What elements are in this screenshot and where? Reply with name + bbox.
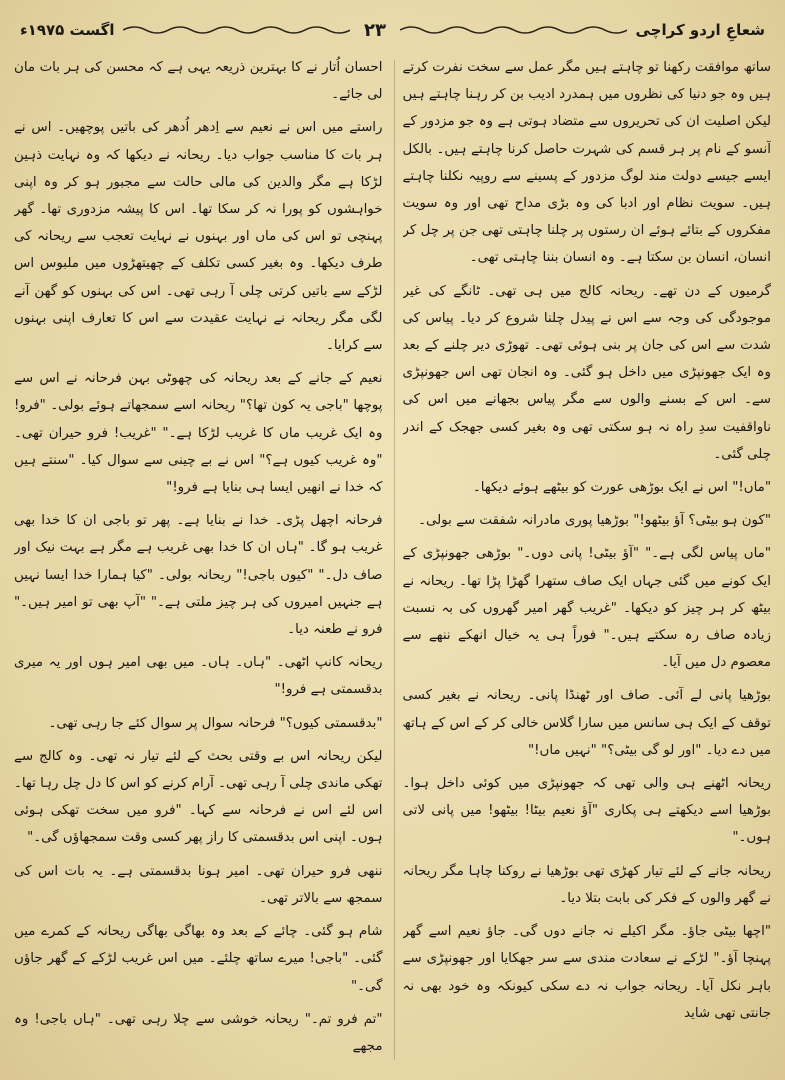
paragraph: شام ہو گئی۔ چائے کے بعد وہ بھاگی بھاگی ریحانہ کے کمرے میں گئی۔ "باجی! میرے ساتھ چلئے۔ میں اس غریب لڑکے کے گھر جاؤں گی۔"	[14, 924, 383, 994]
decorative-wave-right	[400, 23, 627, 37]
paragraph: احسان اُتار نے کا بہترین ذریعہ یہی ہے کہ محسن کی ہر بات مان لی جائے۔	[14, 60, 383, 103]
paragraph: بوڑھیا پانی لے آئی۔ صاف اور ٹھنڈا پانی۔ ریحانہ نے بغیر کسی توقف کے ایک ہی سانس میں سارا گلاس خالی کر کے اس کے ہاتھ میں دے دیا۔ "اور لو گی بیٹی؟" "نہیں ماں!"	[402, 688, 771, 758]
paragraph: ریحانہ جانے کے لئے تیار کھڑی تھی بوڑھیا نے روکنا چاہا مگر ریحانہ نے گھر والوں کے فکر کی بابت بتلا دیا۔	[402, 863, 771, 906]
right-column	[403, 54, 772, 1070]
paragraph: فرحانہ اچھل پڑی۔ خدا نے بنایا ہے۔ پھر تو باجی ان کا خدا بھی غریب ہو گا۔ "ہاں ان کا خدا بھی غریب ہے مگر ہے بہت نیک اور صاف دل۔" "کیوں باجی!" ریحانہ بولی۔ "کیا ہمارا خدا ایسا نہیں ہے جنہیں امیروں کی ہر چیز ملتی ہے۔" "آپ بھی تو امیر ہیں۔" فرو نے طعنہ دیا۔	[14, 513, 383, 638]
header-magazine-title: شعاعِ اردو کراچی	[635, 21, 766, 39]
paragraph: "ماں!" اس نے ایک بوڑھی عورت کو بیٹھے ہوئے دیکھا۔	[472, 480, 771, 496]
header-month: اگست ۱۹۷۵ء	[20, 21, 115, 39]
paragraph: "ماں پیاس لگی ہے۔" "آؤ بیٹی! پانی دوں۔" بوڑھی جھونپڑی کے ایک کونے میں گئی جہاں ایک صاف ستھرا گھڑا پڑا تھا۔ ریحانہ نے بیٹھ کر ہر چیز کو دیکھا۔ "غریب گھر امیر گھروں کی بہ نسبت زیادہ صاف رہ سکتے ہیں۔" فوراً ہی یہ خیال انھکے ننھے سے معصوم دل میں آیا۔	[402, 546, 771, 671]
left-column	[14, 54, 383, 1070]
paragraph: "بدقسمتی کیوں؟" فرحانہ سوال پر سوال کئے جا رہی تھی۔	[48, 715, 383, 731]
paragraph: ننھی فرو حیران تھی۔ امیر ہونا بدقسمتی ہے۔ یہ بات اس کی سمجھ سے بالاتر تھی۔	[14, 863, 383, 906]
paragraph: گرمیوں کے دن تھے۔ ریحانہ کالج میں ہی تھی۔ ٹانگے کی غیر موجودگی کی وجہ سے اس نے پیدل چلنا شروع کر دیا۔ پیاس کی شدت سے اس کی جان پر بنی ہوئی تھی۔ تھوڑی دیر چلنے کے بعد وہ ایک جھونپڑی میں داخل ہو گئی۔ وہ انجان تھی اس جھونپڑی سے۔ اس کے بسنے والوں سے مگر پیاس بجھانے میں اس کی ناواقفیت سدِ راہ نہ ہو سکتی تھی وہ بغیر کسی جھجک کے اندر چلی گئی۔	[402, 283, 771, 462]
paragraph: "اچھا بیٹی جاؤ۔ مگر اکیلے نہ جانے دوں گی۔ جاؤ نعیم اسے گھر پہنچا آؤ۔" لڑکے نے سعادت مندی سے سر جھکایا اور جھونپڑی سے باہر نکل آیا۔ ریحانہ جواب نہ دے سکی کیونکہ وہ خود بھی نہ جانتی تھی شاید	[402, 924, 771, 1021]
paragraph: نعیم کے جانے کے بعد ریحانہ کی چھوٹی بہن فرحانہ نے اس سے پوچھا "باجی یہ کون تھا؟" ریحانہ اسے سمجھاتے ہوئے بولی۔ "فرو! وہ ایک غریب ماں کا غریب لڑکا ہے۔" "غریب! فرو حیران تھی۔ "وہ غریب کیوں ہے؟" اس نے بے چینی سے سوال کیا۔ "سنتے ہیں کہ خدا نے انھیں ایسا ہی بنایا ہے فرو!"	[14, 371, 383, 496]
text-columns	[14, 54, 771, 1070]
decorative-wave-left	[123, 23, 350, 37]
paragraph: "تم فرو تم۔" ریحانہ خوشی سے چلا رہی تھی۔ "ہاں باجی! وہ مجھے	[14, 1011, 383, 1054]
page-header	[20, 10, 765, 50]
paragraph: راستے میں اس نے نعیم سے اِدھر اُدھر کی باتیں پوچھیں۔ اس نے ہر بات کا مناسب جواب دیا۔ ریحانہ نے دیکھا کہ وہ نہایت ذہین لڑکا ہے مگر والدین کی مالی حالت سے مجبور ہو کر وہ اپنی خواہشوں کو پورا نہ کر سکا تھا۔ اس کا پیشہ مزدوری تھا۔ گھر پہنچی تو اس کی ماں اور بہنوں نے نہایت تعجب سے ریحانہ کی طرف دیکھا۔ وہ بغیر کسی تکلف کے چھیتھڑوں میں ملبوس اس لڑکے سے باتیں کرتی چلی آ رہی تھی۔ اس کی بہنوں کو گھن آنے لگی مگر ریحانہ نے نہایت عقیدت سے اس کا تعارف اپنی بہنوں سے کرایا۔	[14, 120, 383, 354]
page-number: ۲۳	[364, 19, 386, 41]
paragraph: لیکن ریحانہ اس بے وقتی بحث کے لئے تیار نہ تھی۔ وہ کالج سے تھکی ماندی چلی آ رہی تھی۔ آرام کرنے کو اس کا دل چل رہا تھا۔ اس لئے اس نے فرحانہ سے کہا۔ "فرو میں سخت تھکی ہوئی ہوں۔ اپنی اس بدقسمتی کا راز پھر کسی وقت سمجھاؤں گی۔"	[14, 748, 383, 846]
paragraph: ریحانہ اٹھنے ہی والی تھی کہ جھونپڑی میں کوئی داخل ہوا۔ بوڑھیا اسے دیکھتے ہی پکاری "آؤ نعیم بیٹا! بیٹھو! میں پانی لاتی ہوں۔"	[402, 776, 771, 846]
paragraph: ریحانہ کانپ اٹھی۔ "ہاں۔ ہاں۔ میں بھی امیر ہوں اور یہ میری بدقسمتی ہے فرو!"	[14, 655, 383, 698]
paragraph: ساتھ موافقت رکھنا تو چاہتے ہیں مگر عمل سے سخت نفرت کرتے ہیں وہ جو دنیا کی نظروں میں ہمدرد ادیب بن کر رہنا چاہتے ہیں لیکن اصلیت ان کی تحریروں سے متضاد ہوتی ہے وہ جو مزدور کے آنسو کے نام پر ہر قسم کی شہرت حاصل کرنا چاہتے ہیں۔ بالکل ایسے جیسے دولت مند لوگ مزدور کے پسینے سے روپیہ نکلنا چاہتے ہیں۔ سویت نظام اور ادبا کی وہ بڑی مداح تھی اور وہ سویت مفکروں کے بتائے ہوئے ان رستوں پر چلنا چاہتی تھی جن پر چل کر انسان، انسان بن سکتا ہے۔ وہ انسان بننا چاہتی تھی۔	[402, 60, 771, 266]
paragraph: "کون ہو بیٹی؟ آؤ بیٹھو!" بوڑھیا پوری مادرانہ شفقت سے بولی۔	[418, 513, 771, 529]
